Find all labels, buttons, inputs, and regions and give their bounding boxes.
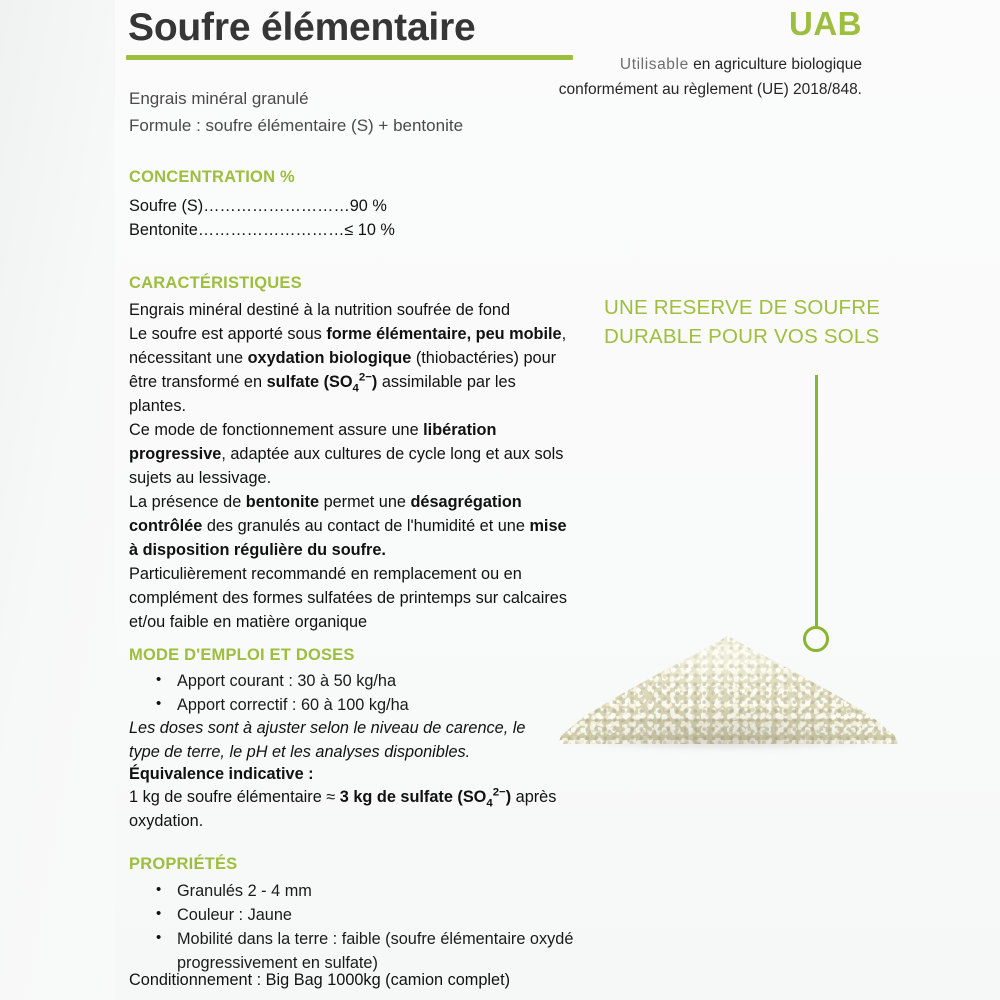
concentration-label: Soufre (S): [129, 197, 204, 215]
list-item: • Couleur : Jaune: [177, 903, 597, 927]
concentration-value: ≤ 10 %: [344, 221, 395, 239]
section-heading-caracteristiques: CARACTÉRISTIQUES: [129, 274, 302, 292]
equivalence-label: Équivalence indicative :: [129, 765, 314, 783]
caracteristiques-paragraph-5: Particulièrement recommandé en remplacement ou en complément des formes sulfatées de printemps sur calcaires et/ou faible en matière organique: [129, 565, 567, 631]
list-item: • Apport correctif : 60 à 100 kg/ha: [177, 693, 597, 717]
tagline-line-2: DURABLE POUR VOS SOLS: [604, 325, 880, 348]
concentration-dots: ………………………: [197, 221, 345, 239]
title-divider: [126, 55, 573, 60]
uab-note-rest: en agriculture biologique conformément au règlement (UE) 2018/848.: [558, 56, 862, 98]
visual-tagline: [604, 293, 880, 351]
pointer-line: [815, 375, 818, 628]
tagline-line-1: UNE RESERVE DE SOUFRE: [604, 296, 881, 319]
caracteristiques-paragraph-1: Engrais minéral destiné à la nutrition soufrée de fond: [129, 301, 511, 319]
section-heading-proprietes: PROPRIÉTÉS: [129, 855, 238, 873]
uab-certification-note: [532, 52, 862, 102]
subtitle-line-2: Formule : soufre élémentaire (S) + bentonite: [129, 116, 464, 135]
granule-pile-image: [558, 636, 898, 751]
caracteristiques-body: [129, 298, 571, 634]
concentration-value: 90 %: [349, 197, 387, 215]
mode-emploi-bullet-list: [149, 669, 597, 717]
caracteristiques-paragraph-2: Le soufre est apporté sous forme élémentaire, peu mobile, nécessitant une oxydation biologique (thiobactéries) pour être transformé en sulfate $(SO_4^{2-})$ assimilable par les plantes.: [129, 325, 567, 415]
product-subtitle: [129, 85, 463, 139]
mode-emploi-note: Les doses sont à ajuster selon le niveau de carence, le type de terre, le pH et les analyses disponibles.: [129, 719, 526, 761]
pile-body: [558, 636, 898, 744]
concentration-dots: ………………………: [203, 197, 350, 215]
section-heading-concentration: CONCENTRATION %: [129, 168, 295, 186]
conditionnement-text: Conditionnement : Big Bag 1000kg (camion complet): [129, 971, 511, 989]
page-title: Soufre élémentaire: [128, 6, 476, 49]
equivalence-text: 1 kg de soufre élémentaire ≈ 3 kg de sulfate $(SO_4^{2-})$ après oxydation.: [129, 786, 557, 830]
list-item: • Apport courant : 30 à 50 kg/ha: [177, 669, 597, 693]
uab-badge: UAB: [789, 5, 862, 42]
pile-highlight: [558, 636, 898, 744]
concentration-row: [129, 218, 559, 242]
subtitle-line-1: Engrais minéral granulé: [129, 89, 309, 108]
section-heading-mode-emploi: MODE D'EMPLOI ET DOSES: [129, 646, 355, 664]
caracteristiques-paragraph-4: La présence de bentonite permet une désagrégation contrôlée des granulés au contact de l'humidité et une mise à disposition régulière du soufre.: [129, 493, 567, 559]
proprietes-bullet-list: [149, 879, 597, 975]
concentration-row: [129, 194, 559, 218]
concentration-label: Bentonite: [129, 221, 198, 239]
concentration-list: [129, 194, 559, 242]
uab-note-emphasis: Utilisable: [619, 56, 689, 73]
caracteristiques-paragraph-3: Ce mode de fonctionnement assure une libération progressive, adaptée aux cultures de cycle long et aux sols sujets au lessivage.: [129, 421, 564, 487]
list-item: • Mobilité dans la terre : faible (soufre élémentaire oxydé progressivement en sulfate): [177, 927, 597, 975]
list-item: • Granulés 2 - 4 mm: [177, 879, 597, 903]
